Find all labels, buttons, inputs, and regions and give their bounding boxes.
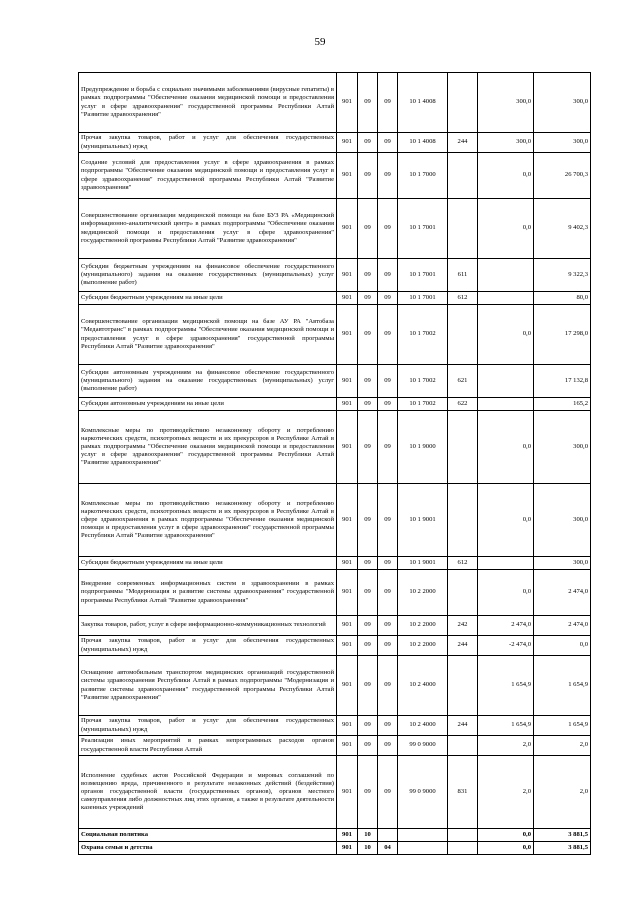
subsection-code: 04	[378, 842, 398, 855]
table-row	[79, 259, 591, 292]
table-row	[79, 305, 591, 365]
grbs-code: 901	[337, 636, 358, 656]
total-amount: 17 298,0	[534, 305, 591, 365]
item-name: Внедрение современных информационных систем в здравоохранении в рамках подпрограммы "Модернизация и развитие системы здравоохранения" государственной программы Республики Алтай "Развитие здравоохранения"	[79, 570, 337, 616]
item-name: Реализация иных мероприятий в рамках непрограммных расходов органов государственной власти Республики Алтай	[79, 736, 337, 756]
item-name: Субсидии бюджетным учреждениям на финансовое обеспечение государственного (муниципального) задания на оказание государственных (муниципальных) услуг (выполнение работ)	[79, 259, 337, 292]
expense-type-code	[448, 199, 478, 259]
total-amount: 300,0	[534, 73, 591, 133]
expense-type-code	[448, 411, 478, 484]
section-code: 09	[358, 616, 378, 636]
change-amount: 1 654,9	[478, 716, 534, 736]
table-row	[79, 133, 591, 153]
target-article-code: 10 2 4000	[398, 716, 448, 736]
change-amount: 2 474,0	[478, 616, 534, 636]
table-row	[79, 656, 591, 716]
section-code: 09	[358, 153, 378, 199]
grbs-code: 901	[337, 484, 358, 557]
table-row	[79, 292, 591, 305]
total-amount: 300,0	[534, 484, 591, 557]
total-amount: 2 474,0	[534, 570, 591, 616]
grbs-code: 901	[337, 199, 358, 259]
target-article-code: 10 1 9001	[398, 484, 448, 557]
grbs-code: 901	[337, 292, 358, 305]
grbs-code: 901	[337, 570, 358, 616]
section-code: 09	[358, 656, 378, 716]
change-amount	[478, 292, 534, 305]
expense-type-code: 612	[448, 292, 478, 305]
section-code: 09	[358, 305, 378, 365]
change-amount: 0,0	[478, 153, 534, 199]
item-name: Предупреждение и борьба с социально значимыми заболеваниями (вирусные гепатиты) в рамках подпрограммы "Обеспечение оказания медицинской помощи и предоставления услуг в сфере здравоохранения" государственной программы Республики Алтай "Развитие здравоохранения"	[79, 73, 337, 133]
table-row	[79, 398, 591, 411]
expense-type-code	[448, 829, 478, 842]
total-amount: 26 700,3	[534, 153, 591, 199]
target-article-code: 10 1 7002	[398, 365, 448, 398]
total-amount: 9 322,3	[534, 259, 591, 292]
item-name: Закупка товаров, работ, услуг в сфере информационно-коммуникационных технологий	[79, 616, 337, 636]
section-code: 10	[358, 842, 378, 855]
expense-type-code: 242	[448, 616, 478, 636]
subsection-code: 09	[378, 133, 398, 153]
total-amount: 1 654,9	[534, 716, 591, 736]
item-name: Прочая закупка товаров, работ и услуг для обеспечения государственных (муниципальных) нужд	[79, 133, 337, 153]
table-row	[79, 636, 591, 656]
change-amount: 2,0	[478, 756, 534, 829]
subsection-code: 09	[378, 292, 398, 305]
section-code: 09	[358, 557, 378, 570]
subsection-code	[378, 829, 398, 842]
expense-type-code: 612	[448, 557, 478, 570]
grbs-code: 901	[337, 365, 358, 398]
table-row	[79, 484, 591, 557]
total-amount: 1 654,9	[534, 656, 591, 716]
expense-type-code	[448, 570, 478, 616]
section-code: 09	[358, 365, 378, 398]
total-amount: 80,0	[534, 292, 591, 305]
grbs-code: 901	[337, 305, 358, 365]
grbs-code: 901	[337, 756, 358, 829]
section-code: 09	[358, 570, 378, 616]
section-code: 09	[358, 736, 378, 756]
change-amount	[478, 398, 534, 411]
page-number: 59	[314, 36, 326, 48]
expense-type-code: 831	[448, 756, 478, 829]
change-amount: 300,0	[478, 73, 534, 133]
grbs-code: 901	[337, 133, 358, 153]
item-name: Субсидии бюджетным учреждениям на иные цели	[79, 557, 337, 570]
expense-type-code	[448, 842, 478, 855]
change-amount: 2,0	[478, 736, 534, 756]
grbs-code: 901	[337, 716, 358, 736]
grbs-code: 901	[337, 829, 358, 842]
subsection-code: 09	[378, 636, 398, 656]
target-article-code: 99 0 9000	[398, 756, 448, 829]
change-amount	[478, 259, 534, 292]
grbs-code: 901	[337, 616, 358, 636]
change-amount: 0,0	[478, 842, 534, 855]
item-name: Совершенствование организации медицинской помощи на базе АУ РА "Автобаза "Медавтотранс" в рамках подпрограммы "Обеспечение оказания медицинской помощи и предоставления услуг в сфере здравоохранения" государственной программы Республики Алтай "Развитие здравоохранения"	[79, 305, 337, 365]
table-row	[79, 842, 591, 855]
item-name: Создание условий для предоставления услуг в сфере здравоохранения в рамках подпрограммы "Обеспечение оказания медицинской помощи и предоставления услуг в сфере здравоохранения" государственной программы Республики Алтай "Развитие здравоохранения"	[79, 153, 337, 199]
section-code: 09	[358, 292, 378, 305]
item-name: Оснащение автомобильным транспортом медицинских организаций государственной системы здравоохранения Республики Алтай в рамках подпрограммы "Модернизация и развитие системы здравоохранения" государственной программы Республики Алтай "Развитие здравоохранения"	[79, 656, 337, 716]
expense-type-code: 622	[448, 398, 478, 411]
target-article-code: 10 1 7000	[398, 153, 448, 199]
item-name: Прочая закупка товаров, работ и услуг для обеспечения государственных (муниципальных) нужд	[79, 636, 337, 656]
target-article-code: 10 2 2000	[398, 570, 448, 616]
grbs-code: 901	[337, 557, 358, 570]
total-amount: 0,0	[534, 636, 591, 656]
target-article-code: 10 2 4000	[398, 656, 448, 716]
total-amount: 165,2	[534, 398, 591, 411]
item-name: Комплексные меры по противодействию незаконному обороту и потреблению наркотических средств, психотропных веществ и их прекурсоров в Республике Алтай в сфере здравоохранения в рамках подпрограммы "Обеспечение оказания медицинской помощи и предоставления услуг в сфере здравоохранения" государственной программы Республики Алтай "Развитие здравоохранения"	[79, 484, 337, 557]
target-article-code: 99 0 9000	[398, 736, 448, 756]
item-name: Прочая закупка товаров, работ и услуг для обеспечения государственных (муниципальных) нужд	[79, 716, 337, 736]
total-amount: 300,0	[534, 411, 591, 484]
expense-type-code: 611	[448, 259, 478, 292]
table-row	[79, 411, 591, 484]
total-amount: 2,0	[534, 756, 591, 829]
change-amount: 0,0	[478, 484, 534, 557]
target-article-code: 10 1 7002	[398, 305, 448, 365]
subsection-code: 09	[378, 756, 398, 829]
total-amount: 9 402,3	[534, 199, 591, 259]
subsection-code: 09	[378, 736, 398, 756]
expense-type-code	[448, 305, 478, 365]
table-row	[79, 736, 591, 756]
section-code: 09	[358, 199, 378, 259]
section-code: 09	[358, 484, 378, 557]
section-code: 09	[358, 411, 378, 484]
expense-type-code: 621	[448, 365, 478, 398]
section-code: 09	[358, 133, 378, 153]
target-article-code: 10 1 7001	[398, 259, 448, 292]
target-article-code: 10 1 9001	[398, 557, 448, 570]
grbs-code: 901	[337, 736, 358, 756]
item-name: Исполнение судебных актов Российской Федерации и мировых соглашений по возмещению вреда, причиненного в результате незаконных действий (бездействия) органов государственной власти (государственных органов), органов местного самоуправления либо должностных лиц этих органов, а также в результате деятельности казенных учреждений	[79, 756, 337, 829]
subsection-code: 09	[378, 365, 398, 398]
change-amount: 0,0	[478, 411, 534, 484]
expense-type-code: 244	[448, 133, 478, 153]
change-amount: -2 474,0	[478, 636, 534, 656]
item-name: Субсидии автономным учреждениям на финансовое обеспечение государственного (муниципального) задания на оказание государственных (муниципальных) услуг (выполнение работ)	[79, 365, 337, 398]
table-row	[79, 616, 591, 636]
expense-type-code	[448, 656, 478, 716]
subsection-code: 09	[378, 411, 398, 484]
target-article-code: 10 1 7001	[398, 199, 448, 259]
total-amount: 3 881,5	[534, 842, 591, 855]
grbs-code: 901	[337, 259, 358, 292]
change-amount: 1 654,9	[478, 656, 534, 716]
grbs-code: 901	[337, 73, 358, 133]
subsection-code: 09	[378, 153, 398, 199]
change-amount: 300,0	[478, 133, 534, 153]
target-article-code: 10 1 7002	[398, 398, 448, 411]
change-amount	[478, 365, 534, 398]
total-amount: 3 881,5	[534, 829, 591, 842]
target-article-code: 10 1 7001	[398, 292, 448, 305]
subsection-code: 09	[378, 484, 398, 557]
subsection-code: 09	[378, 557, 398, 570]
table-row	[79, 199, 591, 259]
expense-type-code	[448, 73, 478, 133]
target-article-code: 10 2 2000	[398, 636, 448, 656]
target-article-code	[398, 829, 448, 842]
change-amount: 0,0	[478, 829, 534, 842]
subsection-code: 09	[378, 398, 398, 411]
section-code: 09	[358, 756, 378, 829]
section-code: 09	[358, 636, 378, 656]
item-name: Комплексные меры по противодействию незаконному обороту и потреблению наркотических средств, психотропных веществ и их прекурсоров в Республике Алтай в рамках подпрограммы "Обеспечение оказания медицинской помощи и предоставления услуг в сфере здравоохранения" государственной программы Республики Алтай "Развитие здравоохранения"	[79, 411, 337, 484]
section-code: 10	[358, 829, 378, 842]
expense-type-code: 244	[448, 636, 478, 656]
item-name: Субсидии бюджетным учреждениям на иные цели	[79, 292, 337, 305]
item-name: Совершенствование организации медицинской помощи на базе БУЗ РА «Медицинский информационно-аналитический центр» в рамках подпрограммы "Обеспечение оказания медицинской помощи и предоставления услуг в сфере здравоохранения" государственной программы Республики Алтай "Развитие здравоохранения"	[79, 199, 337, 259]
grbs-code: 901	[337, 411, 358, 484]
subsection-code: 09	[378, 656, 398, 716]
subsection-code: 09	[378, 716, 398, 736]
target-article-code: 10 1 9000	[398, 411, 448, 484]
change-amount: 0,0	[478, 305, 534, 365]
section-code: 09	[358, 73, 378, 133]
section-code: 09	[358, 259, 378, 292]
target-article-code: 10 1 4008	[398, 73, 448, 133]
target-article-code: 10 2 2000	[398, 616, 448, 636]
total-amount: 17 132,8	[534, 365, 591, 398]
section-code: 09	[358, 716, 378, 736]
table-row	[79, 716, 591, 736]
total-amount: 300,0	[534, 133, 591, 153]
expense-type-code	[448, 153, 478, 199]
grbs-code: 901	[337, 656, 358, 716]
table-row	[79, 73, 591, 133]
change-amount: 0,0	[478, 199, 534, 259]
change-amount: 0,0	[478, 570, 534, 616]
total-amount: 300,0	[534, 557, 591, 570]
subsection-code: 09	[378, 305, 398, 365]
table-row	[79, 153, 591, 199]
table-row	[79, 557, 591, 570]
expense-type-code: 244	[448, 716, 478, 736]
subsection-code: 09	[378, 616, 398, 636]
table-row	[79, 570, 591, 616]
budget-table	[78, 72, 591, 855]
subsection-code: 09	[378, 73, 398, 133]
expense-type-code	[448, 484, 478, 557]
grbs-code: 901	[337, 842, 358, 855]
item-name: Охрана семьи и детства	[79, 842, 337, 855]
change-amount	[478, 557, 534, 570]
expense-type-code	[448, 736, 478, 756]
grbs-code: 901	[337, 153, 358, 199]
table-row	[79, 829, 591, 842]
item-name: Социальная политика	[79, 829, 337, 842]
subsection-code: 09	[378, 199, 398, 259]
total-amount: 2,0	[534, 736, 591, 756]
target-article-code	[398, 842, 448, 855]
target-article-code: 10 1 4008	[398, 133, 448, 153]
total-amount: 2 474,0	[534, 616, 591, 636]
section-code: 09	[358, 398, 378, 411]
subsection-code: 09	[378, 259, 398, 292]
table-row	[79, 756, 591, 829]
item-name: Субсидии автономным учреждениям на иные цели	[79, 398, 337, 411]
table-row	[79, 365, 591, 398]
subsection-code: 09	[378, 570, 398, 616]
grbs-code: 901	[337, 398, 358, 411]
